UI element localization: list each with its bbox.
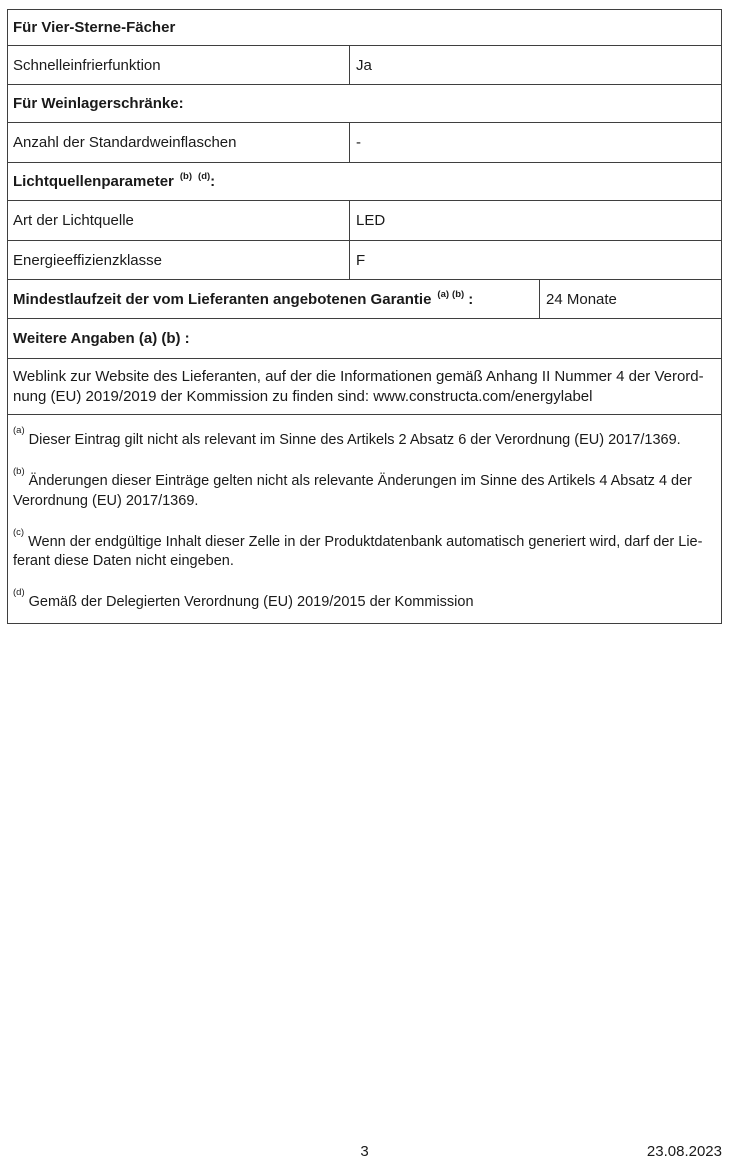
spec-label: Energieeffizienzklasse: [13, 251, 162, 269]
spec-label: Schnelleinfrierfunktion: [13, 56, 161, 74]
footnote-text: Dieser Eintrag gilt nicht als relevant im Sinne des Artikels 2 Absatz 6 der Verordnung (EU) 2017/1369.: [28, 431, 681, 448]
spec-row-quick-freeze: [8, 45, 721, 84]
spec-row-light-source-type: [8, 200, 721, 240]
footnote-ref-a: (a): [437, 288, 450, 300]
section-header-wine-storage: [8, 84, 721, 122]
spec-label-cell: [8, 46, 349, 84]
footnote-text-line2: ferant diese Daten nicht eingeben.: [13, 553, 234, 570]
spec-label-colon: :: [468, 290, 474, 308]
spec-label: Mindestlaufzeit der vom Lieferanten angebotenen Garantie: [13, 290, 432, 308]
spec-value-cell: [349, 46, 721, 84]
spec-value-cell: [349, 123, 721, 162]
footnote-ref-b: (b): [179, 171, 193, 182]
spec-value: LED: [356, 212, 386, 229]
footnote-ref-d: (d): [198, 171, 211, 182]
footnote-marker-b: (b): [13, 465, 25, 477]
spec-label: Anzahl der Standardweinflaschen: [13, 134, 237, 151]
spec-row-warranty: [8, 279, 721, 318]
footnote-text-line1: Änderungen dieser Einträge gelten nicht als relevante Änderungen im Sinne des Artikels 4 Absatz 4 der: [28, 472, 693, 489]
spec-label-cell: [8, 241, 349, 279]
section-title-colon: :: [210, 173, 216, 190]
product-datasheet-table: [7, 9, 722, 624]
footnote-text-line1: Wenn der endgültige Inhalt dieser Zelle in der Produktdatenbank automatisch generiert wird, darf der Lie-: [28, 533, 703, 550]
footnote-marker-a: (a): [13, 425, 25, 436]
section-header-light-source-parameters: [8, 162, 721, 200]
spec-value: -: [356, 134, 361, 151]
section-header-more-information: [8, 318, 721, 358]
spec-value-cell: [539, 280, 721, 318]
page-number: 3: [360, 1143, 369, 1160]
spec-label: Art der Lichtquelle: [13, 212, 134, 229]
section-title: Für Weinlagerschränke:: [13, 95, 184, 112]
page-footer: [7, 1143, 722, 1163]
footnote-c: [13, 528, 713, 572]
weblink-paragraph: [8, 358, 721, 414]
spec-value-cell: [349, 241, 721, 279]
weblink-text-line2: nung (EU) 2019/2019 der Kommission zu finden sind: www.constructa.com/energylabel: [13, 388, 593, 405]
section-header-four-star-compartments: [8, 10, 721, 45]
footnote-text: Gemäß der Delegierten Verordnung (EU) 2019/2015 der Kommission: [28, 594, 474, 611]
spec-label-cell: [8, 280, 539, 318]
spec-value: F: [356, 251, 366, 269]
spec-row-energy-efficiency-class: [8, 240, 721, 279]
spec-row-wine-bottles: [8, 122, 721, 162]
footnote-d: [13, 588, 713, 612]
spec-value: Ja: [356, 56, 372, 74]
footnote-b: [13, 467, 713, 511]
footnote-marker-d: (d): [13, 587, 25, 599]
footnotes-block: [8, 414, 721, 623]
weblink-text-line1: Weblink zur Website des Lieferanten, auf der die Informationen gemäß Anhang II Nummer 4 der Verord-: [13, 368, 704, 385]
spec-value-cell: [349, 201, 721, 240]
section-title: Für Vier-Sterne-Fächer: [13, 19, 176, 36]
footer-date: 23.08.2023: [646, 1143, 722, 1160]
spec-label-cell: [8, 123, 349, 162]
footnote-a: [13, 426, 713, 450]
section-title: Weitere Angaben (a) (b) :: [13, 330, 190, 347]
footnote-text-line2: Verordnung (EU) 2017/1369.: [13, 492, 199, 509]
spec-value: 24 Monate: [546, 290, 617, 308]
footnote-ref-b: (b): [452, 288, 465, 300]
footnote-marker-c: (c): [13, 526, 25, 538]
spec-label-cell: [8, 201, 349, 240]
section-title: Lichtquellenparameter: [13, 173, 174, 190]
